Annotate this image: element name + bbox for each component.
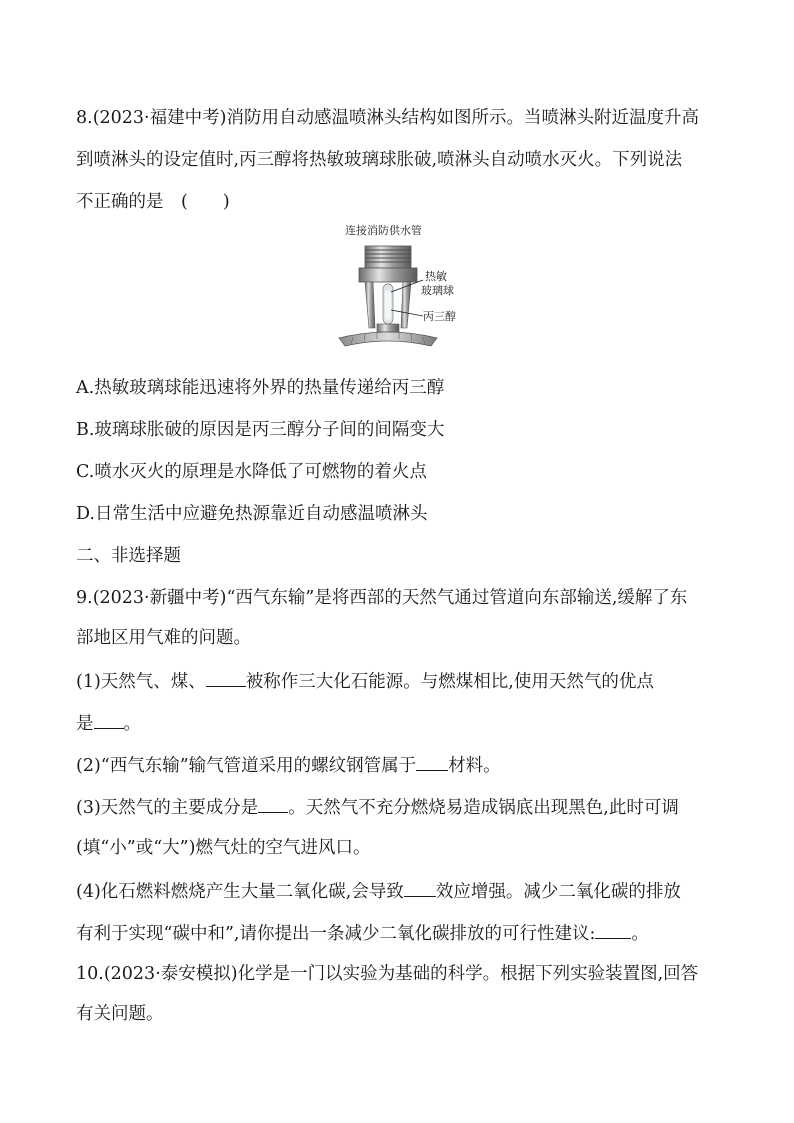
q8-option-b: B.玻璃球胀破的原因是丙三醇分子间的间隔变大 — [76, 420, 445, 440]
sprinkler-head-figure — [325, 222, 475, 358]
q8-option-c: C.喷水灭火的原理是水降低了可燃物的着火点 — [76, 462, 427, 482]
q9-stem-line1: 9.(2023·新疆中考)“西气东输”是将西部的天然气通过管道向东部输送,缓解了东 — [76, 588, 688, 608]
q9-part1-text-c: 是 — [76, 714, 94, 734]
q8-stem-line1: 8.(2023·福建中考)消防用自动感温喷淋头结构如图所示。当喷淋头附近温度升高 — [76, 108, 699, 128]
q9-part4-text-b: 效应增强。减少二氧化碳的排放 — [435, 882, 681, 902]
q8-option-d: D.日常生活中应避免热源靠近自动感温喷淋头 — [76, 504, 428, 524]
q9-part4-line2 — [76, 920, 649, 946]
q8-stem-line3: 不正确的是 ( ) — [76, 192, 230, 212]
q9-part3-text-a: (3)天然气的主要成分是 — [76, 798, 259, 818]
label-thermal-bulb-line1: 热敏 — [425, 270, 447, 283]
q9-part4-line1 — [76, 878, 681, 904]
label-thermal-bulb-line2: 玻璃球 — [421, 284, 454, 297]
section-heading: 二、非选择题 — [76, 546, 181, 566]
answer-blank[interactable] — [404, 878, 436, 897]
q9-part4-text-d: 。 — [631, 924, 649, 944]
q10-stem-line1: 10.(2023·泰安模拟)化学是一门以实验为基础的科学。根据下列实验装置图,回答 — [76, 964, 699, 984]
q9-part1-text-a: (1)天然气、煤、 — [76, 672, 206, 692]
answer-blank[interactable] — [595, 920, 631, 939]
q9-part2-text-b: 材料。 — [448, 756, 501, 776]
q8-stem-line2: 到喷淋头的设定值时,丙三醇将热敏玻璃球胀破,喷淋头自动喷水灭火。下列说法 — [76, 150, 683, 170]
label-glycerol: 丙三醇 — [423, 310, 456, 323]
q9-part4-text-a: (4)化石燃料燃烧产生大量二氧化碳,会导致 — [76, 882, 404, 902]
answer-blank[interactable] — [206, 668, 246, 687]
answer-blank[interactable] — [416, 752, 448, 771]
q9-part1-text-b: 被称作三大化石能源。与燃煤相比,使用天然气的优点 — [245, 672, 654, 692]
q9-part1-text-d: 。 — [123, 714, 141, 734]
q10-stem-line2: 有关问题。 — [76, 1004, 164, 1024]
q9-stem-line2: 部地区用气难的问题。 — [76, 628, 251, 648]
q9-part1-line2 — [76, 710, 141, 736]
answer-blank[interactable] — [258, 794, 288, 813]
q9-part1-line1 — [76, 668, 654, 694]
q9-part2-text-a: (2)“西气东输”输气管道采用的螺纹钢管属于 — [76, 756, 417, 776]
figure-caption: 连接消防供水管 — [345, 224, 422, 237]
q9-part3-text-b: 。天然气不充分燃烧易造成锅底出现黑色,此时可调 — [288, 798, 679, 818]
q9-part2 — [76, 752, 501, 778]
q9-part3-line2: (填“小”或“大”)燃气灶的空气进风口。 — [76, 838, 371, 858]
q9-part3-line1 — [76, 794, 679, 820]
q9-part4-text-c: 有利于实现“碳中和”,请你提出一条减少二氧化碳排放的可行性建议: — [76, 924, 596, 944]
q8-option-a: A.热敏玻璃球能迅速将外界的热量传递给丙三醇 — [76, 378, 445, 398]
answer-blank[interactable] — [94, 710, 124, 729]
